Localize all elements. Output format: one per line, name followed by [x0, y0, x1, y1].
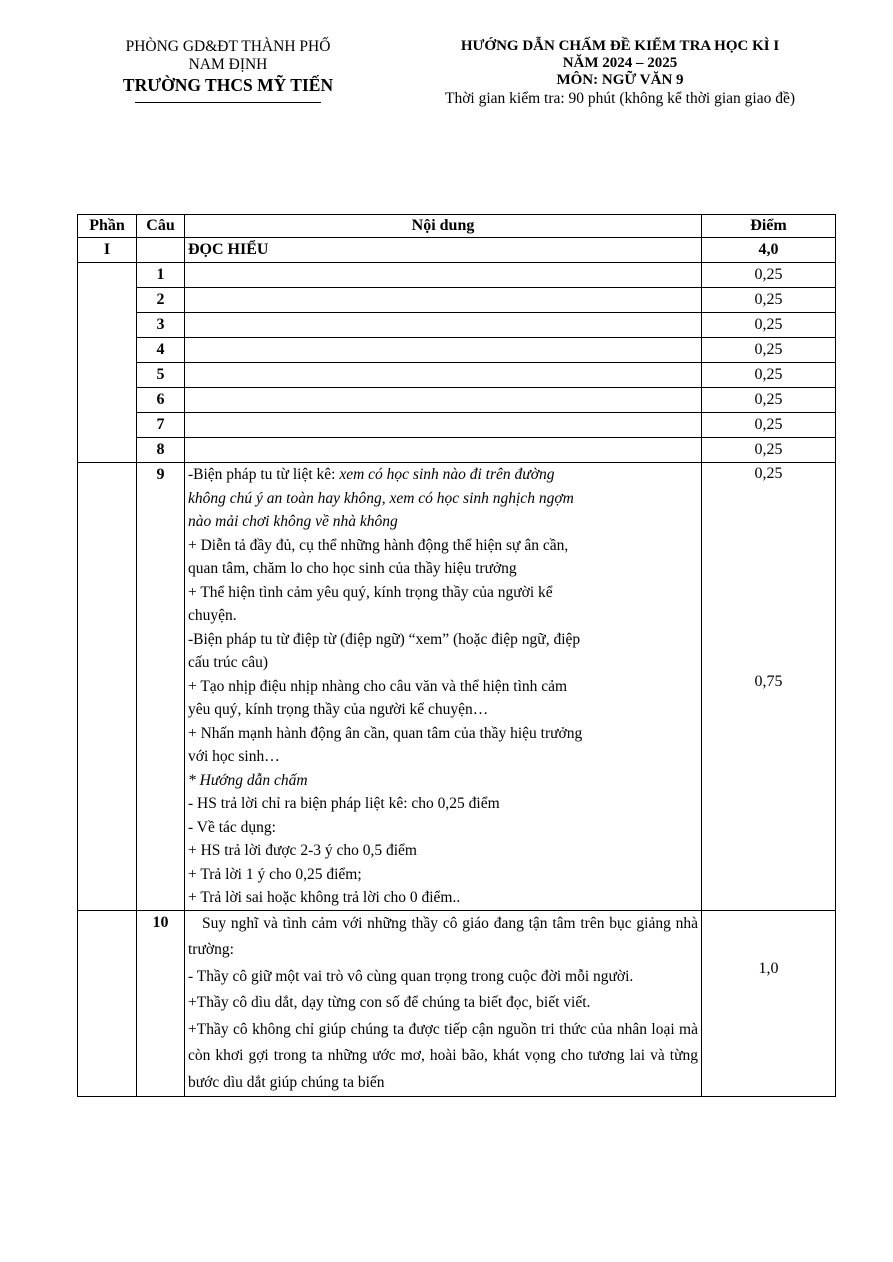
- part-cell-empty: [78, 463, 137, 911]
- q10-para: +Thầy cô không chỉ giúp chúng ta được tiếp cận nguồn tri thức của nhân loại mà còn khơi gợi trong ta những ước mơ, hoài bão, khát vọng cho tương lai và từng bước dìu dắt giúp chúng ta biến: [188, 1020, 698, 1091]
- table-row-q10: [78, 910, 836, 1097]
- header-part: Phần: [78, 215, 137, 238]
- subject: MÔN: NGỮ VĂN 9: [556, 72, 684, 88]
- department-line-2: NAM ĐỊNH: [188, 56, 268, 73]
- q9-line: [188, 463, 698, 487]
- q9-line: không chú ý an toàn hay không, xem có học sinh nghịch ngợm: [188, 489, 574, 507]
- q9-line: cấu trúc câu): [188, 654, 269, 671]
- q9-line: chuyện.: [188, 607, 237, 624]
- q9-line: + Trả lời 1 ý cho 0,25 điểm;: [188, 865, 362, 883]
- question-number: 4: [137, 338, 185, 363]
- q9-line: * Hướng dẫn chấm: [188, 771, 308, 789]
- question-number: 5: [137, 363, 185, 388]
- answer-cell: [185, 388, 702, 413]
- question-number: 9: [137, 463, 185, 911]
- scoring-table: [77, 214, 836, 1097]
- q9-line: - HS trả lời chỉ ra biện pháp liệt kê: cho 0,25 điểm: [188, 795, 500, 812]
- section-title: ĐỌC HIỂU: [185, 238, 702, 263]
- question-number: 10: [137, 910, 185, 1097]
- header-right: [385, 38, 855, 109]
- table-row: [78, 438, 836, 463]
- table-header-row: [78, 215, 836, 238]
- q9-line-italic: xem có học sinh nào đi trên đường: [339, 466, 555, 483]
- table-row: [78, 413, 836, 438]
- question-number: 7: [137, 413, 185, 438]
- question-number: 6: [137, 388, 185, 413]
- department-line-1: PHÒNG GD&ĐT THÀNH PHỐ: [125, 38, 331, 55]
- question-score: 0,25: [702, 263, 836, 288]
- section-empty: [137, 238, 185, 263]
- part-cell-empty: [78, 910, 137, 1097]
- table-row: [78, 388, 836, 413]
- question-score-q9: [702, 463, 836, 911]
- table-row: [78, 363, 836, 388]
- table-row-q9: [78, 463, 836, 911]
- q9-line: + Trả lời sai hoặc không trả lời cho 0 điểm..: [188, 889, 461, 906]
- answer-cell: [185, 413, 702, 438]
- exam-time: Thời gian kiểm tra: 90 phút (không kể thời gian giao đề): [445, 90, 795, 107]
- q9-line: -Biện pháp tu từ điệp từ (điệp ngữ) “xem” (hoặc điệp ngữ, điệp: [188, 630, 581, 648]
- q9-line: với học sinh…: [188, 748, 280, 765]
- q10-para: - Thầy cô giữ một vai trò vô cùng quan trọng trong cuộc đời mỗi người.: [188, 967, 634, 985]
- q9-line-prefix: -Biện pháp tu từ liệt kê:: [188, 466, 340, 483]
- q9-line: yêu quý, kính trọng thầy của người kể chuyện…: [188, 701, 489, 718]
- question-number: 3: [137, 313, 185, 338]
- question-number: 8: [137, 438, 185, 463]
- answer-cell: [185, 338, 702, 363]
- q10-score: 1,0: [758, 959, 779, 977]
- q9-line: - Về tác dụng:: [188, 818, 276, 836]
- q9-line: nào mải chơi không về nhà không: [188, 513, 398, 530]
- table-row: [78, 338, 836, 363]
- question-score: 0,25: [702, 413, 836, 438]
- q10-para: Suy nghĩ và tình cảm với những thầy cô giáo đang tận tâm trên bục giảng nhà trường:: [188, 914, 698, 958]
- header-question: Câu: [137, 215, 185, 238]
- q9-line: + Tạo nhịp điệu nhịp nhàng cho câu văn và thể hiện tình cảm: [188, 677, 568, 695]
- school-year: NĂM 2024 – 2025: [562, 55, 678, 71]
- part-cell-empty: [78, 263, 137, 463]
- section-score: 4,0: [702, 238, 836, 263]
- doc-title: HƯỚNG DẪN CHẤM ĐỀ KIỂM TRA HỌC KÌ I: [460, 38, 780, 54]
- question-score: 0,25: [702, 313, 836, 338]
- q10-para: +Thầy cô dìu dắt, dạy từng con số để chúng ta biết đọc, biết viết.: [188, 994, 591, 1011]
- question-number: 1: [137, 263, 185, 288]
- header-content: Nội dung: [185, 215, 702, 238]
- header-divider: [135, 102, 321, 103]
- answer-cell: [185, 288, 702, 313]
- q9-score-2: 0,75: [754, 673, 783, 690]
- table-row: [78, 288, 836, 313]
- answer-content-q9: [185, 463, 702, 911]
- q9-line: + Nhấn mạnh hành động ân cần, quan tâm của thầy hiệu trưởng: [188, 724, 583, 742]
- header-left: [88, 38, 368, 103]
- q9-line: + Thể hiện tình cảm yêu quý, kính trọng thầy của người kể: [188, 583, 553, 601]
- answer-cell: [185, 438, 702, 463]
- answer-content-q10: [185, 910, 702, 1097]
- school-name: TRƯỜNG THCS MỸ TIẾN: [122, 75, 334, 95]
- question-score: 0,25: [702, 363, 836, 388]
- q9-line: quan tâm, chăm lo cho học sinh của thầy hiệu trưởng: [188, 560, 517, 577]
- question-score: 0,25: [702, 388, 836, 413]
- q9-line: + HS trả lời được 2-3 ý cho 0,5 điểm: [188, 842, 417, 859]
- header-score: Điểm: [702, 215, 836, 238]
- question-score-q10: [702, 910, 836, 1097]
- question-number: 2: [137, 288, 185, 313]
- table-row: [78, 313, 836, 338]
- table-row: [78, 263, 836, 288]
- question-score: 0,25: [702, 438, 836, 463]
- q9-score-1: 0,25: [754, 465, 783, 482]
- q9-line: + Diễn tả đầy đủ, cụ thể những hành động thể hiện sự ân cần,: [188, 536, 569, 554]
- question-score: 0,25: [702, 338, 836, 363]
- question-score: 0,25: [702, 288, 836, 313]
- section-row: [78, 238, 836, 263]
- section-part: I: [78, 238, 137, 263]
- answer-cell: [185, 313, 702, 338]
- answer-cell: [185, 263, 702, 288]
- answer-cell: [185, 363, 702, 388]
